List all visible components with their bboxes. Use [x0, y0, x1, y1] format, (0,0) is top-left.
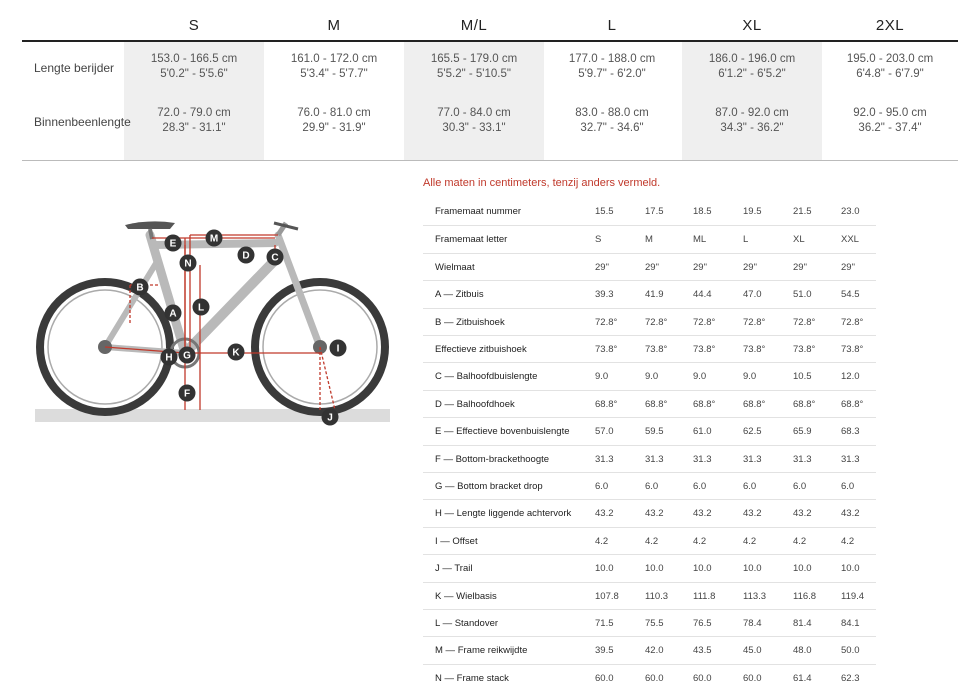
table-cell: 10.0: [841, 563, 860, 575]
row-label: N — Frame stack: [435, 672, 509, 684]
row-label: Wielmaat: [435, 261, 475, 273]
table-cell: 60.0: [743, 672, 762, 684]
cell-imperial: 36.2" - 37.4": [858, 122, 922, 134]
svg-text:G: G: [183, 350, 191, 362]
table-cell: 71.5: [595, 618, 614, 629]
table-cell: 68.8°: [693, 398, 716, 410]
row-label: Effectieve zitbuishoek: [435, 344, 527, 355]
table-row: [423, 308, 876, 336]
table-cell: 6.0: [645, 481, 659, 492]
table-cell: 6.0: [841, 481, 855, 492]
table-cell: 113.3: [743, 590, 767, 602]
table-cell: 73.8°: [645, 344, 668, 355]
table-cell: 43.2: [645, 508, 664, 520]
bike-drawing: [35, 221, 390, 422]
cell-metric: 76.0 - 81.0 cm: [297, 107, 371, 119]
table-cell: [404, 52, 544, 82]
table-cell: 65.9: [793, 426, 812, 438]
table-cell: 41.9: [645, 289, 664, 301]
table-cell: 59.5: [645, 426, 664, 438]
row-label: Framemaat nummer: [435, 206, 522, 217]
table-cell: M: [645, 234, 653, 246]
table-row: [423, 527, 876, 555]
table-cell: 12.0: [841, 371, 860, 383]
table-cell: 72.8°: [743, 316, 766, 328]
svg-text:L: L: [197, 302, 205, 314]
table-cell: 72.8°: [595, 316, 618, 328]
table-cell: 4.2: [743, 535, 757, 547]
table-cell: 68.8°: [595, 398, 618, 410]
table-cell: 73.8°: [693, 344, 716, 355]
table-cell: 29": [645, 261, 659, 273]
table-cell: 43.2: [595, 508, 614, 520]
cell-imperial: 28.3" - 31.1": [162, 122, 226, 134]
table-cell: 72.8°: [841, 316, 864, 328]
table-cell: 43.2: [793, 508, 812, 520]
table-cell: 57.0: [595, 426, 614, 438]
table-cell: 31.3: [645, 453, 664, 465]
cell-metric: 72.0 - 79.0 cm: [157, 107, 231, 119]
table-cell: XL: [793, 234, 805, 246]
marker-a: [165, 305, 182, 322]
table-cell: 60.0: [595, 672, 614, 684]
table-cell: [404, 106, 544, 136]
table-cell: XXL: [841, 234, 859, 246]
table-cell: 68.8°: [793, 398, 816, 410]
marker-h: [161, 349, 178, 366]
table-cell: 45.0: [743, 645, 762, 657]
table-cell: 47.0: [743, 289, 762, 301]
table-cell: 9.0: [693, 371, 707, 383]
table-cell: 68.8°: [645, 398, 668, 410]
row-label-rider-height: Lengte berijder: [34, 61, 115, 75]
cell-metric: 77.0 - 84.0 cm: [437, 107, 511, 119]
cell-metric: 186.0 - 196.0 cm: [708, 53, 796, 65]
size-header-ml: M/L: [460, 17, 488, 34]
table-cell: 61.4: [793, 672, 812, 684]
row-label-inseam: Binnenbeenlengte: [34, 115, 131, 129]
size-table-header: [22, 0, 958, 42]
table-cell: 4.2: [595, 535, 609, 547]
table-cell: 6.0: [793, 481, 807, 492]
table-row: [423, 253, 876, 281]
units-note: Alle maten in centimeters, tenzij anders vermeld.: [423, 177, 661, 189]
cell-metric: 83.0 - 88.0 cm: [575, 107, 649, 119]
table-row: [423, 664, 876, 692]
cell-imperial: 6'1.2" - 6'5.2": [718, 68, 786, 80]
table-cell: 31.3: [743, 453, 762, 465]
table-cell: [264, 106, 404, 136]
cell-metric: 195.0 - 203.0 cm: [846, 53, 934, 65]
table-cell: [820, 52, 958, 82]
table-cell: 39.3: [595, 289, 614, 301]
table-cell: 119.4: [841, 590, 865, 602]
svg-text:B: B: [136, 282, 144, 294]
table-cell: 15.5: [595, 206, 614, 217]
row-label: K — Wielbasis: [435, 590, 497, 602]
svg-text:H: H: [165, 352, 173, 364]
table-cell: [124, 52, 264, 82]
table-row: [423, 472, 876, 500]
size-header-m: M: [327, 17, 341, 34]
marker-b: [132, 279, 149, 296]
saddle: [125, 221, 175, 229]
cell-metric: 87.0 - 92.0 cm: [715, 107, 789, 119]
cell-metric: 165.5 - 179.0 cm: [430, 53, 518, 65]
size-header-s: S: [188, 17, 200, 34]
cell-metric: 153.0 - 166.5 cm: [150, 53, 238, 65]
table-cell: 73.8°: [595, 344, 618, 355]
marker-n: [180, 255, 197, 272]
row-label: L — Standover: [435, 618, 499, 629]
table-cell: 78.4: [743, 618, 762, 629]
table-cell: ML: [693, 234, 707, 246]
table-cell: 116.8: [793, 590, 817, 602]
cell-imperial: 32.7" - 34.6": [580, 122, 644, 134]
table-cell: 21.5: [793, 206, 812, 217]
table-cell: 29": [841, 261, 855, 273]
row-label: I — Offset: [435, 535, 478, 547]
table-cell: 29": [743, 261, 757, 273]
marker-i: [330, 340, 347, 357]
table-cell: 68.8°: [841, 398, 864, 410]
cell-imperial: 5'3.4" - 5'7.7": [300, 68, 368, 80]
bike-geometry-illustration: [30, 205, 390, 430]
table-cell: 17.5: [645, 206, 664, 217]
table-cell: 75.5: [645, 618, 664, 629]
cell-metric: 92.0 - 95.0 cm: [853, 107, 927, 119]
table-row: [423, 390, 876, 418]
table-row: [423, 554, 876, 582]
table-cell: 6.0: [743, 481, 757, 492]
cell-metric: 161.0 - 172.0 cm: [290, 53, 378, 65]
row-label: C — Balhoofdbuislengte: [435, 371, 538, 383]
table-cell: 31.3: [595, 453, 614, 465]
table-cell: 60.0: [693, 672, 712, 684]
table-row: [423, 198, 876, 225]
table-cell: 44.4: [693, 289, 712, 301]
table-cell: 61.0: [693, 426, 712, 438]
table-cell: [820, 106, 958, 136]
marker-d: [238, 247, 255, 264]
table-cell: 4.2: [793, 535, 807, 547]
table-row: [423, 280, 876, 308]
table-cell: 76.5: [693, 618, 712, 629]
cell-imperial: 5'0.2" - 5'5.6": [160, 68, 228, 80]
table-cell: [682, 106, 822, 136]
row-label: A — Zitbuis: [435, 289, 484, 301]
table-cell: 31.3: [793, 453, 812, 465]
cell-imperial: 34.3" - 36.2": [720, 122, 784, 134]
marker-l: [193, 299, 210, 316]
table-cell: 60.0: [645, 672, 664, 684]
cell-imperial: 6'4.8" - 6'7.9": [856, 68, 924, 80]
table-row: [423, 636, 876, 664]
table-cell: [682, 52, 822, 82]
marker-e: [165, 235, 182, 252]
marker-f: [179, 385, 196, 402]
table-cell: 72.8°: [693, 316, 716, 328]
row-label: Framemaat letter: [435, 234, 508, 246]
table-cell: 68.3: [841, 426, 860, 438]
table-cell: 73.8°: [841, 344, 864, 355]
svg-text:D: D: [242, 250, 250, 262]
table-cell: 48.0: [793, 645, 812, 657]
table-cell: 111.8: [693, 590, 716, 602]
marker-c: [267, 249, 284, 266]
table-cell: 10.0: [693, 563, 712, 575]
svg-text:I: I: [336, 343, 340, 355]
table-cell: S: [595, 234, 602, 246]
table-row: [423, 335, 876, 363]
size-header-l: L: [607, 17, 617, 34]
table-cell: 50.0: [841, 645, 860, 657]
table-cell: L: [743, 234, 749, 246]
svg-text:J: J: [327, 412, 333, 424]
row-label: E — Effectieve bovenbuislengte: [435, 426, 570, 438]
table-row: [423, 362, 876, 390]
marker-j: [322, 409, 339, 426]
table-cell: 23.0: [841, 206, 860, 217]
marker-k: [228, 344, 245, 361]
row-label: B — Zitbuishoek: [435, 316, 505, 328]
svg-text:F: F: [183, 388, 191, 400]
table-cell: 9.0: [743, 371, 757, 383]
marker-g: [179, 347, 196, 364]
table-cell: 72.8°: [645, 316, 668, 328]
table-cell: 62.3: [841, 672, 860, 684]
table-cell: 4.2: [693, 535, 707, 547]
row-label: M — Frame reikwijdte: [435, 645, 528, 657]
table-cell: 9.0: [645, 371, 659, 383]
row-label: G — Bottom bracket drop: [435, 481, 543, 492]
svg-text:N: N: [184, 258, 192, 270]
table-row: [423, 582, 876, 610]
table-cell: 107.8: [595, 590, 619, 602]
table-cell: 68.8°: [743, 398, 766, 410]
table-cell: 39.5: [595, 645, 614, 657]
table-cell: [542, 106, 682, 136]
table-row: [423, 445, 876, 473]
size-header-xl: XL: [742, 17, 762, 34]
table-cell: 81.4: [793, 618, 812, 629]
svg-text:C: C: [271, 252, 279, 264]
table-cell: 62.5: [743, 426, 762, 438]
table-cell: 51.0: [793, 289, 812, 301]
table-cell: 29": [595, 261, 609, 273]
cell-imperial: 5'5.2" - 5'10.5": [437, 68, 511, 80]
table-cell: 54.5: [841, 289, 860, 301]
table-cell: 43.5: [693, 645, 712, 657]
size-table: [22, 0, 958, 134]
table-cell: 19.5: [743, 206, 762, 217]
table-cell: 43.2: [743, 508, 762, 520]
table-cell: 31.3: [693, 453, 712, 465]
table-cell: 31.3: [841, 453, 860, 465]
cell-metric: 177.0 - 188.0 cm: [568, 53, 656, 65]
table-cell: 4.2: [645, 535, 659, 547]
table-cell: 29": [793, 261, 807, 273]
table-cell: 73.8°: [793, 344, 816, 355]
table-cell: 10.0: [743, 563, 762, 575]
size-header-2xl: 2XL: [875, 17, 905, 34]
table-cell: 18.5: [693, 206, 712, 217]
table-cell: 6.0: [693, 481, 707, 492]
table-row: [423, 499, 876, 527]
cell-imperial: 5'9.7" - 6'2.0": [578, 68, 646, 80]
table-cell: 43.2: [693, 508, 712, 520]
divider: [22, 160, 958, 161]
svg-text:M: M: [209, 233, 219, 245]
table-cell: 84.1: [841, 618, 860, 629]
table-cell: 4.2: [841, 535, 855, 547]
table-cell: 9.0: [595, 371, 609, 383]
svg-text:A: A: [169, 308, 177, 320]
table-cell: 43.2: [841, 508, 860, 520]
row-label: D — Balhoofdhoek: [435, 398, 515, 410]
row-label: F — Bottom-brackethoogte: [435, 453, 550, 465]
svg-text:K: K: [232, 347, 240, 359]
row-label: H — Lengte liggende achtervork: [435, 508, 572, 520]
table-cell: 72.8°: [793, 316, 816, 328]
svg-text:E: E: [169, 238, 177, 250]
table-cell: 10.5: [793, 371, 812, 383]
table-row: [423, 609, 876, 637]
cell-imperial: 30.3" - 33.1": [442, 122, 506, 134]
table-cell: 110.3: [645, 590, 669, 602]
table-cell: 42.0: [645, 645, 664, 657]
table-cell: 6.0: [595, 481, 609, 492]
table-cell: [124, 106, 264, 136]
table-cell: 10.0: [645, 563, 664, 575]
table-cell: [542, 52, 682, 82]
table-cell: 10.0: [793, 563, 812, 575]
table-row: [423, 225, 876, 253]
table-row: [423, 417, 876, 445]
table-cell: 10.0: [595, 563, 614, 575]
table-cell: [264, 52, 404, 82]
marker-m: [206, 230, 223, 247]
row-label: J — Trail: [435, 563, 473, 575]
table-cell: 29": [693, 261, 707, 273]
cell-imperial: 29.9" - 31.9": [302, 122, 366, 134]
table-cell: 73.8°: [743, 344, 766, 355]
